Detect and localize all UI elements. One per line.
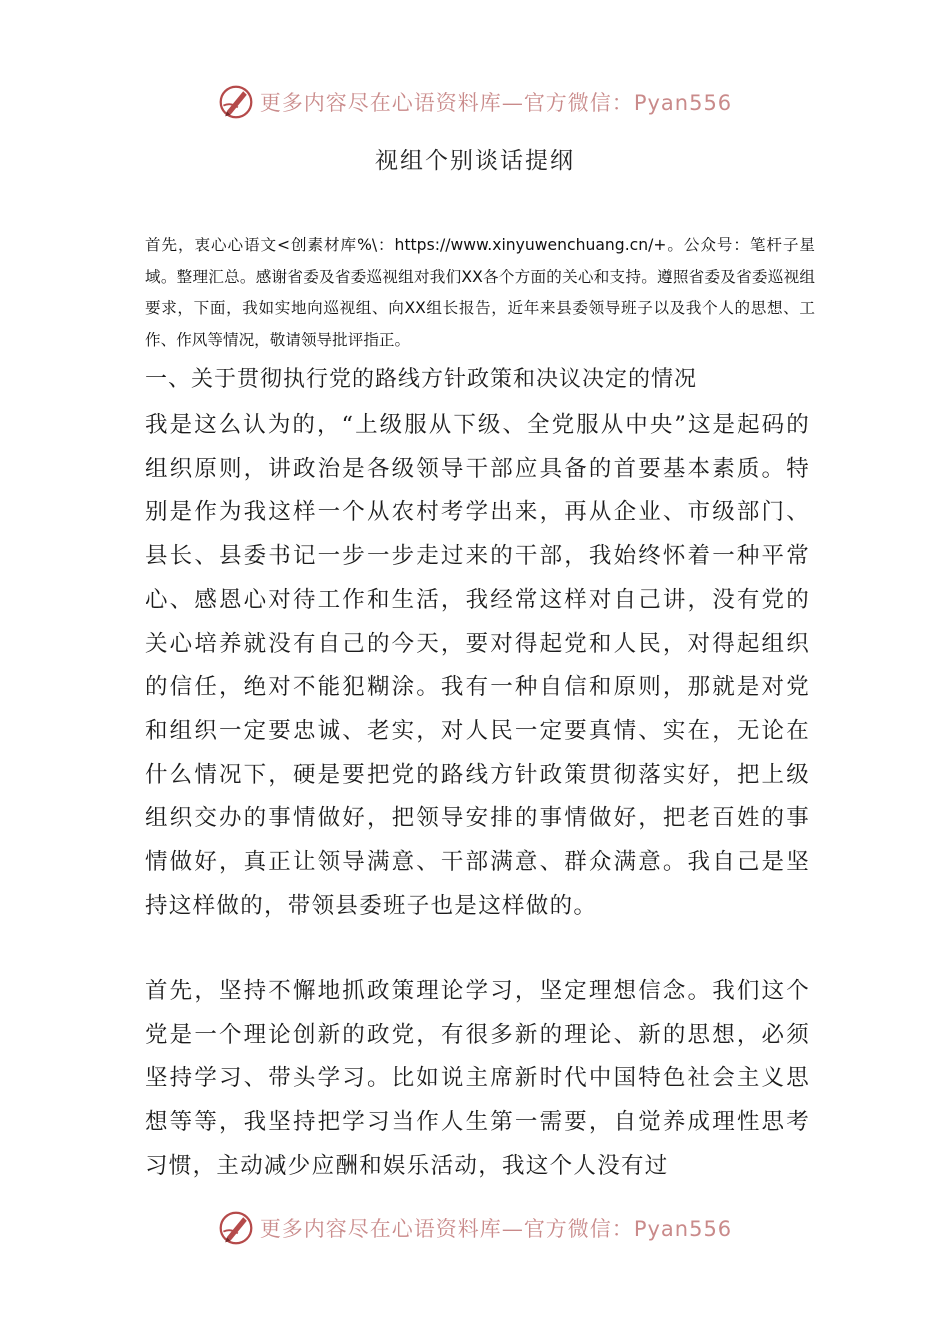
watermark-label: 官方微信：: [523, 1217, 634, 1241]
watermark-label: 官方微信：: [523, 91, 634, 115]
watermark-wechat-id: Pyan556: [633, 1217, 733, 1241]
body-paragraph: 首先，坚持不懈地抓政策理论学习，坚定理想信念。我们这个党是一个理论创新的政党，有很多新的理论、新的思想，必须坚持学习、带头学习。比如说主席新时代中国特色社会主义思想等等，我坚持把学习当作人生第一需要，自觉养成理性思考习惯，主动减少应酬和娱乐活动，我这个人没有过: [145, 978, 810, 1179]
intro-paragraph: 首先，衷心心语文<创素材库%\：https://www.xinyuwenchuang.cn/+。公众号：笔杆子星域。整理汇总。感谢省委及省委巡视组对我们XX各个方面的关心和支持。遵照省委及省委巡视组要求，下面，我如实地向巡视组、向XX组长报告，近年来县委领导班子以及我个人的思想、工作、作风等情况，敬请领导批评指正。: [145, 236, 815, 349]
watermark-text: [260, 87, 732, 117]
watermark-site: 更多内容尽在心语资料库: [259, 1217, 502, 1241]
watermark-text: [260, 1213, 732, 1243]
body-paragraph: 我是这么认为的，“上级服从下级、全党服从中央”这是起码的组织原则，讲政治是各级领导干部应具备的首要基本素质。特别是作为我这样一个从农村考学出来，再从企业、市级部门、县长、县委书记一步一步走过来的干部，我始终怀着一种平常心、感恩心对待工作和生活，我经常这样对自己讲，没有党的关心培养就没有自己的今天，要对得起党和人民，对得起组织的信任，绝对不能犯糊涂。我有一种自信和原则，那就是对党和组织一定要忠诚、老实，对人民一定要真情、实在，无论在什么情况下，硬是要把党的路线方针政策贯彻落实好，把上级组织交办的事情做好，把领导安排的事情做好，把老百姓的事情做好，真正让领导满意、干部满意、群众满意。我自己是坚持这样做的，带领县委班子也是这样做的。: [145, 412, 810, 919]
watermark-separator: —: [501, 1217, 524, 1241]
section-heading: 一、关于贯彻执行党的路线方针政策和决议决定的情况: [145, 367, 698, 392]
watermark-banner-top: [0, 82, 950, 122]
watermark-wechat-id: Pyan556: [633, 91, 733, 115]
document-title: 视组个别谈话提纲: [375, 148, 575, 174]
pen-logo-icon: [218, 84, 254, 120]
watermark-site: 更多内容尽在心语资料库: [259, 91, 502, 115]
watermark-banner-bottom: [0, 1208, 950, 1248]
watermark-separator: —: [501, 91, 524, 115]
pen-logo-icon: [218, 1210, 254, 1246]
